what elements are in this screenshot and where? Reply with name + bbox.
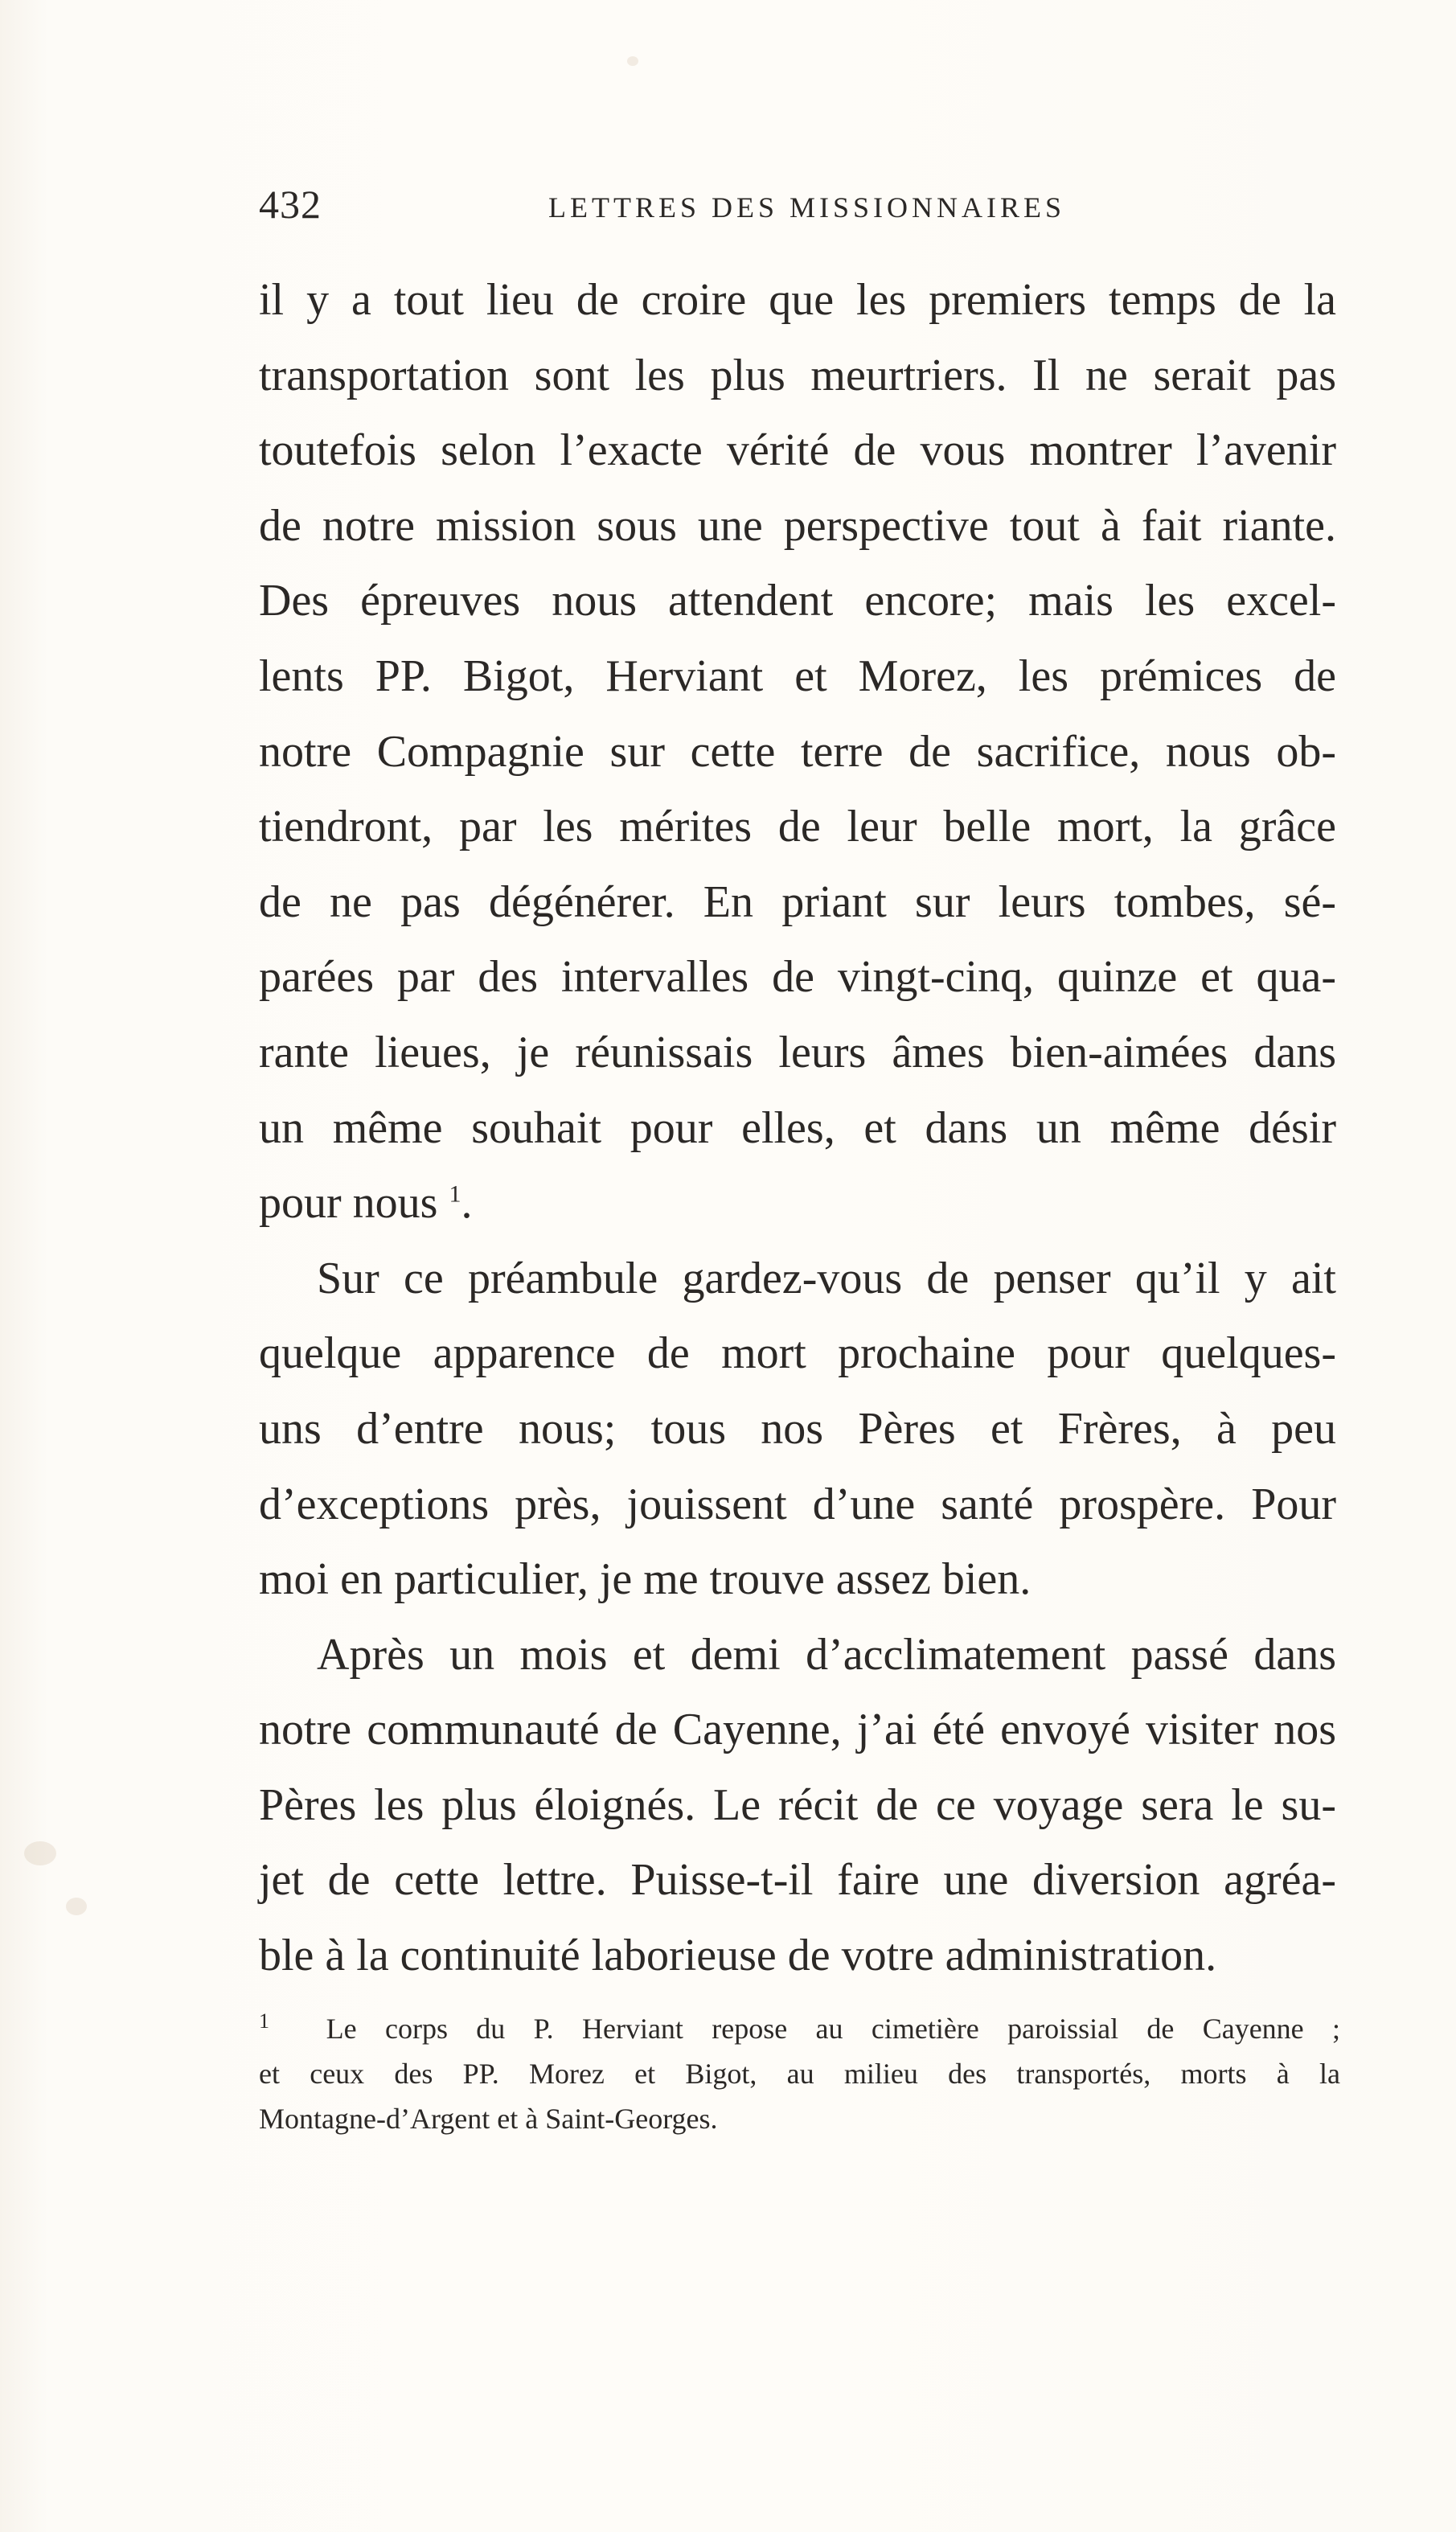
text-line: un même souhait pour elles, et dans un même désir	[259, 1102, 1336, 1153]
running-head	[259, 181, 1344, 229]
note-ref-punctuation: .	[461, 1178, 473, 1229]
running-title: LETTRES DES MISSIONNAIRES	[548, 191, 1066, 224]
text-line: parées par des intervalles de vingt-cinq, quinze et qua-	[259, 952, 1336, 1003]
footnote-line	[259, 2006, 1340, 2051]
text-line: il y a tout lieu de croire que les premiers temps de la	[259, 275, 1336, 325]
text-line-content: pour nous	[259, 1178, 438, 1229]
footnote-line: Montagne-d’Argent et à Saint-Georges.	[259, 2103, 718, 2135]
text-line: d’exceptions près, jouissent d’une santé prospère. Pour	[259, 1479, 1336, 1529]
text-line: uns d’entre nous; tous nos Pères et Frères, à peu	[259, 1403, 1336, 1454]
paper-stain	[24, 1841, 56, 1865]
text-line-with-note	[259, 1166, 1336, 1241]
text-line: rante lieues, je réunissais leurs âmes bien-aimées dans	[259, 1027, 1336, 1077]
text-line: Pères les plus éloignés. Le récit de ce voyage sera le su-	[259, 1779, 1336, 1830]
footnote-text: Le corps du P. Herviant repose au cimetière paroissial de Cayenne ;	[326, 2013, 1341, 2045]
footnote-marker: 1	[259, 2009, 269, 2033]
text-line: notre Compagnie sur cette terre de sacrifice, nous ob-	[259, 726, 1336, 777]
paragraph-start-line: Après un mois et demi d’acclimatement passé dans	[317, 1629, 1336, 1680]
body-text	[259, 263, 1336, 1994]
text-line: transportation sont les plus meurtriers. Il ne serait pas	[259, 350, 1336, 400]
text-line: notre communauté de Cayenne, j’ai été envoyé visiter nos	[259, 1705, 1336, 1755]
paper-stain	[66, 1898, 87, 1915]
text-line: ble à la continuité laborieuse de votre administration.	[259, 1931, 1217, 1981]
text-line: moi en particulier, je me trouve assez bien.	[259, 1554, 1032, 1605]
footnote-line: et ceux des PP. Morez et Bigot, au milieu des transportés, morts à la	[259, 2058, 1340, 2090]
text-line: quelque apparence de mort prochaine pour quelques-	[259, 1328, 1336, 1379]
paragraph-start-line: Sur ce préambule gardez-vous de penser qu’il y ait	[317, 1253, 1336, 1303]
text-line: lents PP. Bigot, Herviant et Morez, les prémices de	[259, 650, 1336, 701]
text-line: toutefois selon l’exacte vérité de vous montrer l’avenir	[259, 425, 1336, 476]
page-number: 432	[259, 182, 322, 227]
text-line: de notre mission sous une perspective tout à fait riante.	[259, 500, 1336, 551]
footnote	[259, 2006, 1340, 2141]
text-line: jet de cette lettre. Puisse-t-il faire une diversion agréa-	[259, 1855, 1336, 1906]
text-line: Des épreuves nous attendent encore; mais les excel-	[259, 576, 1336, 626]
footnote-reference: 1	[449, 1180, 461, 1208]
text-line: de ne pas dégénérer. En priant sur leurs tombes, sé-	[259, 876, 1336, 927]
text-line: tiendront, par les mérites de leur belle mort, la grâce	[259, 802, 1336, 852]
paper-stain	[627, 56, 638, 66]
